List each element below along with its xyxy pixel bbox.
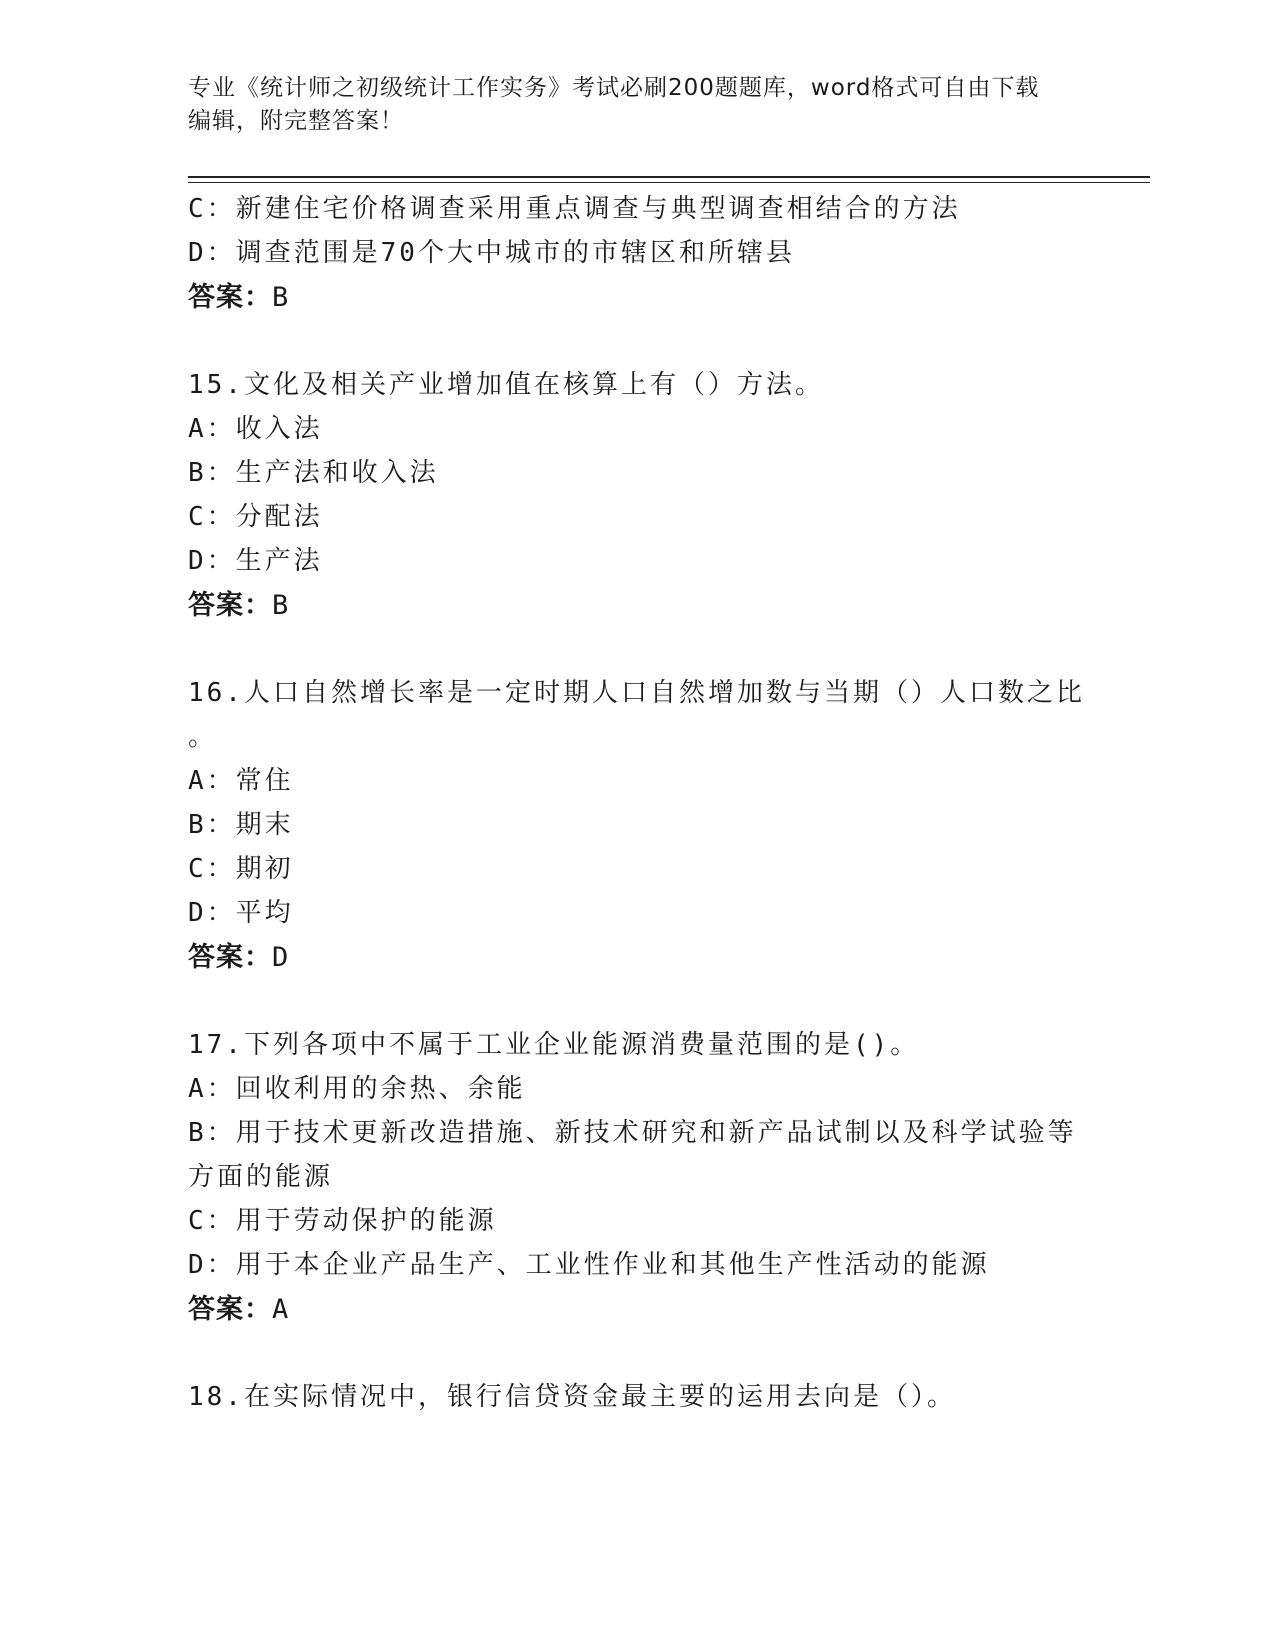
q18-stem: 18.在实际情况中，银行信贷资金最主要的运用去向是（）。 [188, 1382, 956, 1412]
q14-answer [188, 281, 289, 315]
q16-option-c: C：期初 [188, 854, 294, 884]
answer-label: 答案： [188, 942, 272, 973]
q15-option-d: D：生产法 [188, 546, 323, 576]
header-line-2: 编辑，附完整答案！ [188, 108, 404, 134]
document-header [188, 72, 1088, 138]
q15-option-b: B：生产法和收入法 [188, 458, 439, 488]
q17-stem: 17.下列各项中不属于工业企业能源消费量范围的是()。 [188, 1030, 920, 1060]
q15-option-c: C：分配法 [188, 502, 323, 532]
header-divider-thick [188, 176, 1150, 178]
answer-value: B [272, 282, 290, 313]
q17-option-d: D：用于本企业产品生产、工业性作业和其他生产性活动的能源 [188, 1250, 990, 1280]
answer-label: 答案： [188, 1294, 272, 1325]
q16-option-a: A：常住 [188, 766, 294, 796]
q17-option-b-line-2: 方面的能源 [188, 1162, 334, 1192]
q16-stem-line-2: 。 [188, 722, 218, 752]
answer-value: A [272, 1294, 290, 1325]
q17-option-b-line-1: B：用于技术更新改造措施、新技术研究和新产品试制以及科学试验等 [188, 1118, 1077, 1148]
q15-answer [188, 589, 289, 623]
q15-stem: 15.文化及相关产业增加值在核算上有（）方法。 [188, 370, 824, 400]
answer-label: 答案： [188, 590, 272, 621]
answer-value: B [272, 590, 290, 621]
q17-answer [188, 1293, 289, 1327]
answer-value: D [272, 942, 290, 973]
q16-option-b: B：期末 [188, 810, 294, 840]
q16-answer [188, 941, 289, 975]
q16-option-d: D：平均 [188, 898, 294, 928]
q17-option-a: A：回收利用的余热、余能 [188, 1074, 526, 1104]
q16-stem-line-1: 16.人口自然增长率是一定时期人口自然增加数与当期（）人口数之比 [188, 678, 1085, 708]
q15-option-a: A：收入法 [188, 414, 323, 444]
q17-option-c: C：用于劳动保护的能源 [188, 1206, 497, 1236]
q14-option-d: D：调查范围是70个大中城市的市辖区和所辖县 [188, 238, 795, 268]
header-divider-thin [188, 182, 1150, 183]
q14-option-c: C：新建住宅价格调查采用重点调查与典型调查相结合的方法 [188, 194, 961, 224]
answer-label: 答案： [188, 282, 272, 313]
header-line-1: 专业《统计师之初级统计工作实务》考试必刷200题题库，word格式可自由下载 [188, 75, 1040, 101]
